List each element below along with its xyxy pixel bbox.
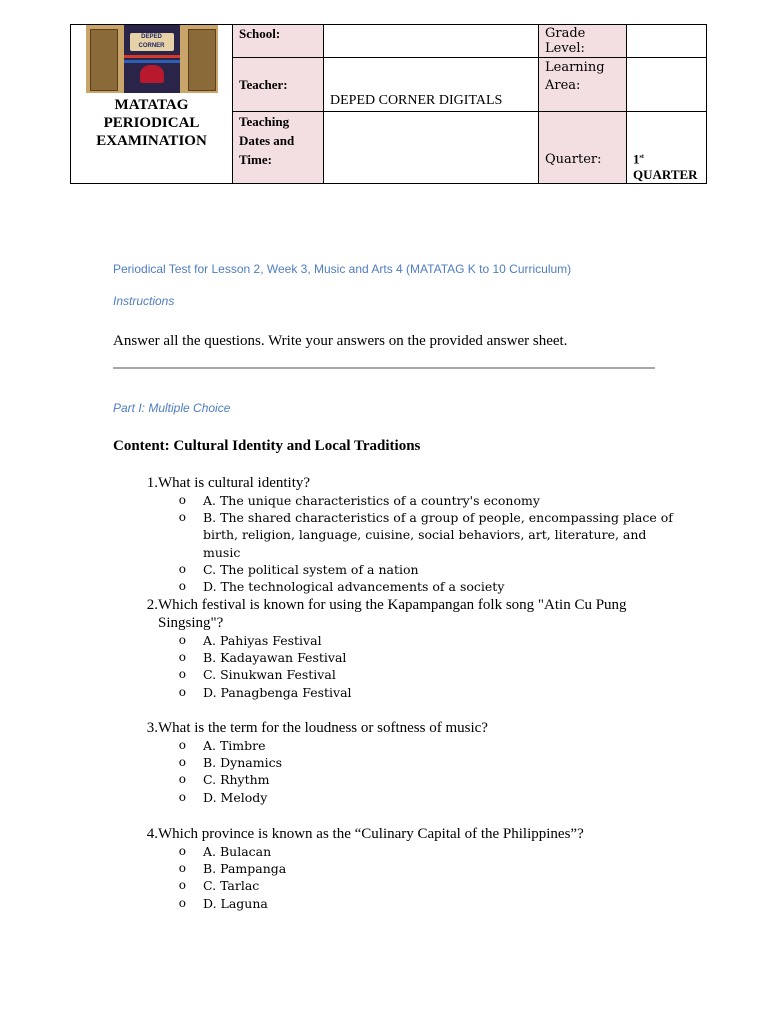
learning-area-field[interactable] (627, 58, 707, 112)
option-a[interactable]: o A. Pahiyas Festival (178, 633, 322, 648)
option-d[interactable]: o D. Melody (178, 789, 268, 805)
part-heading: Part I: Multiple Choice (113, 401, 231, 415)
option-a[interactable]: o A. Timbre (178, 738, 266, 753)
question-text: Which province is known as the “Culinary Capital of the Philippines”? (158, 826, 584, 842)
option-b[interactable]: o B. Dynamics (178, 755, 282, 771)
question-4 (113, 825, 673, 912)
question-1 (113, 474, 673, 595)
option-c[interactable]: o C. Sinukwan Festival (178, 667, 336, 683)
instructions-text: Answer all the questions. Write your answers on the provided answer sheet. (113, 333, 568, 349)
question-number: 2. (146, 597, 158, 613)
option-d[interactable]: o D. Laguna (178, 895, 268, 911)
quarter-label: Quarter: (539, 112, 627, 184)
grade-level-label: Grade Level: (539, 25, 627, 58)
option-c[interactable]: o C. Tarlac (178, 878, 260, 894)
question-text: What is the term for the loudness or softness of music? (158, 720, 488, 736)
teacher-field[interactable]: DEPED CORNER DIGITALS (324, 58, 539, 112)
option-d[interactable]: o D. The technological advancements of a society (178, 579, 505, 595)
question-text: What is cultural identity? (158, 475, 311, 491)
option-c[interactable]: o C. The political system of a nation (178, 561, 419, 577)
question-number: 1. (146, 475, 158, 491)
exam-title-line-3: EXAMINATION (96, 133, 207, 149)
option-b[interactable]: o B. Pampanga (178, 861, 287, 877)
option-a[interactable]: o A. The unique characteristics of a country's economy (178, 493, 540, 508)
instructions-heading: Instructions (113, 294, 175, 308)
teaching-dates-label: Teaching Dates and Time: (233, 112, 324, 184)
option-d[interactable]: o D. Panagbenga Festival (178, 684, 352, 700)
logo-title-cell (71, 25, 233, 184)
learning-area-label: Learning Area: (539, 58, 627, 112)
teaching-dates-field[interactable] (324, 112, 539, 184)
exam-title-line-2: PERIODICAL (103, 115, 200, 131)
grade-level-field[interactable] (627, 25, 707, 58)
question-text: Which festival is known for using the Kapampangan folk song "Atin Cu Pung Singsing"? (158, 597, 627, 631)
quarter-field[interactable]: 1st QUARTER (627, 112, 707, 184)
exam-title (73, 96, 230, 150)
question-number: 4. (146, 826, 158, 842)
test-title: Periodical Test for Lesson 2, Week 3, Music and Arts 4 (MATATAG K to 10 Curriculum) (113, 262, 572, 276)
school-label: School: (233, 25, 324, 58)
horizontal-rule (113, 367, 655, 369)
option-b[interactable]: o B. Kadayawan Festival (178, 650, 347, 666)
option-a[interactable]: o A. Bulacan (178, 844, 272, 859)
question-3 (113, 719, 673, 806)
exam-title-line-1: MATATAG (114, 97, 189, 113)
question-2 (113, 596, 673, 701)
logo-badge: DEPED CORNER (130, 33, 174, 51)
content-heading: Content: Cultural Identity and Local Traditions (113, 438, 421, 454)
option-b[interactable]: o B. The shared characteristics of a group of people, encompassing place of birth, religion, language, cuisine, social behaviors, art, literature, and music (178, 510, 673, 560)
exam-header-table (70, 24, 707, 184)
teacher-label: Teacher: (233, 58, 324, 112)
deped-corner-logo (86, 25, 218, 93)
question-number: 3. (146, 720, 158, 736)
option-c[interactable]: o C. Rhythm (178, 772, 270, 788)
school-field[interactable] (324, 25, 539, 58)
